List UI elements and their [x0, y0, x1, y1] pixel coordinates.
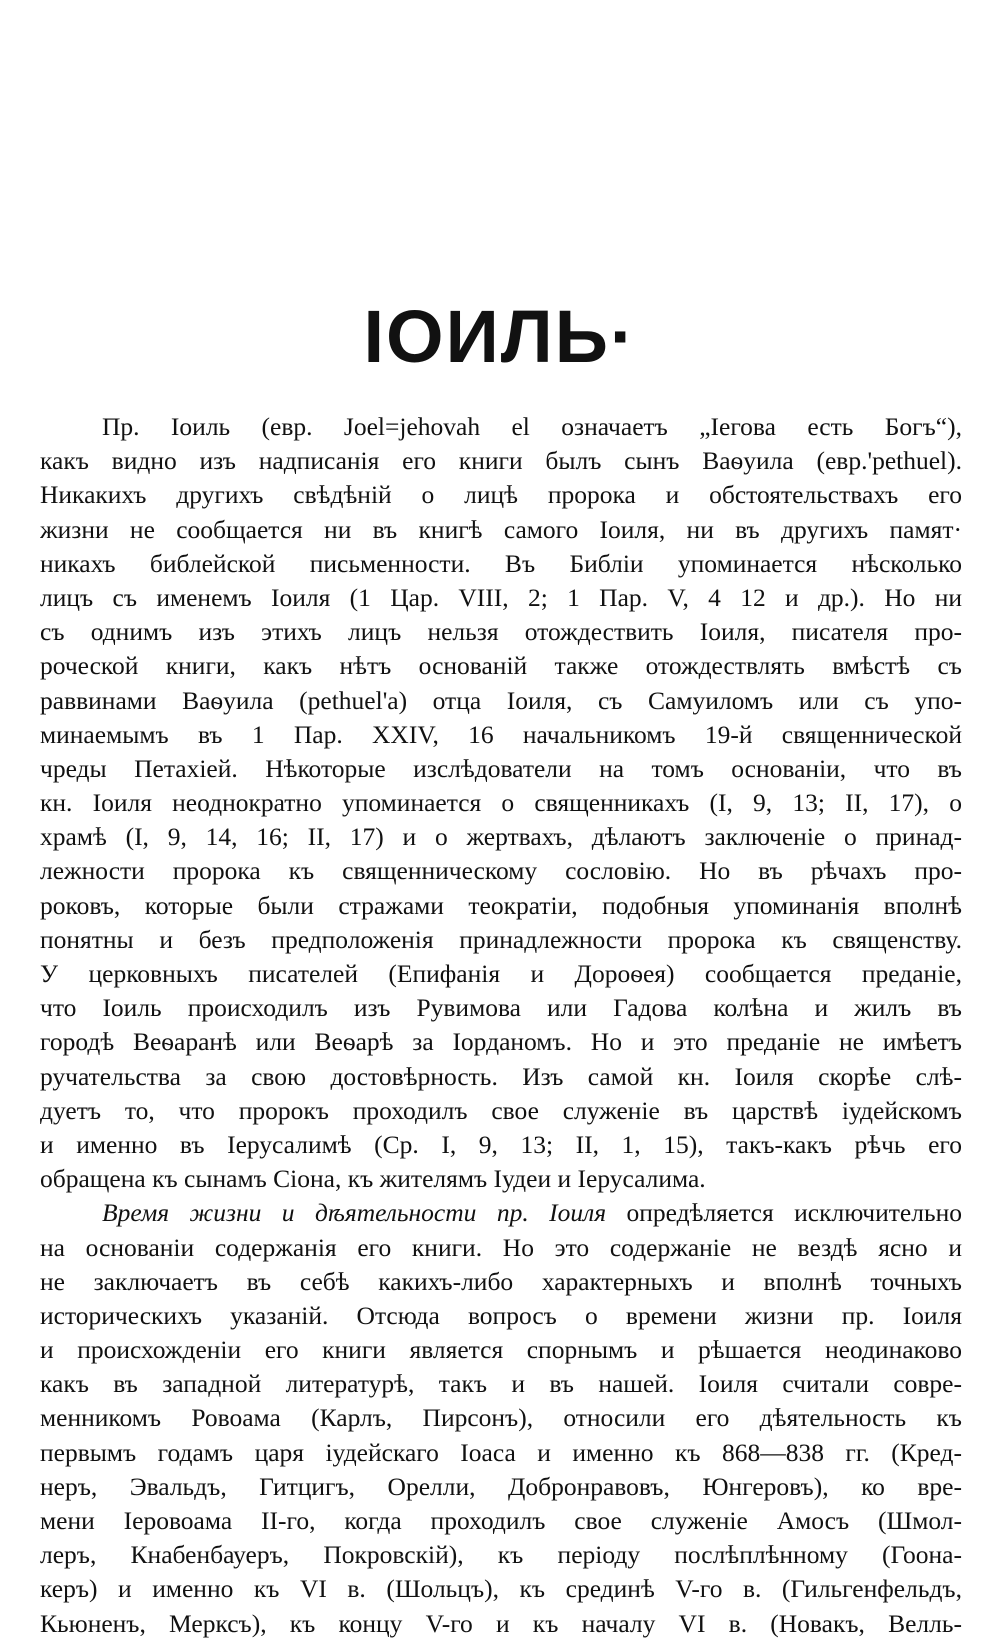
text-line: У церковныхъ писателей (Епифанія и Дороѳея) сообщается преданіе,: [40, 959, 962, 988]
text-line: на основаніи содержанія его книги. Но это содержаніе не вездѣ ясно и: [40, 1232, 962, 1262]
text-line: жизни не сообщается ни въ книгѣ самого Іоиля, ни въ другихъ памят·: [40, 514, 962, 544]
text-line: мени Іеровоама II-го, когда проходилъ свое служеніе Амосъ (Шмол-: [40, 1506, 962, 1535]
text-line: дуетъ то, что пророкъ проходилъ свое служеніе въ царствѣ іудейскомъ: [40, 1095, 962, 1125]
text-line: обращена къ сынамъ Сіона, къ жителямъ Іудеи и Іерусалима.: [40, 1164, 706, 1194]
text-line: менникомъ Ровоама (Карлъ, Пирсонъ), относили его дѣятельность къ: [40, 1403, 962, 1433]
text-line: и именно въ Іерусалимѣ (Ср. I, 9, 13; II, 1, 15), такъ-какъ рѣчь его: [40, 1129, 962, 1159]
text-line: керъ) и именно къ VI в. (Шольцъ), къ срединѣ V-го в. (Гильгенфельдъ,: [40, 1574, 962, 1604]
text-line: ручательства за свою достовѣрность. Изъ самой кн. Іоиля скорѣе слѣ-: [40, 1061, 962, 1091]
text-line: минаемымъ въ 1 Пар. XXIV, 16 начальникомъ 19-й священнической: [40, 719, 962, 749]
text-line: роковъ, которые были стражами теократіи, подобныя упоминанія вполнѣ: [40, 890, 962, 920]
text-line: роческой книги, какъ нѣтъ основаній также отождествлять вмѣстѣ съ: [40, 651, 962, 681]
text-line: городѣ Веѳаранѣ или Веѳарѣ за Іорданомъ. Но и это преданіе не имѣетъ: [40, 1027, 962, 1057]
lead-rest: опредѣляется исключительно: [606, 1198, 962, 1228]
text-line: раввинами Ваѳуила (pethuel'a) отца Іоиля, съ Самуиломъ или съ упо-: [40, 685, 962, 715]
text-line: Кьюненъ, Мерксъ), къ концу V-го и къ началу VI в. (Новакъ, Велль-: [40, 1608, 962, 1638]
text-line: первымъ годамъ царя іудейскаго Іоаса и именно къ 868—838 гг. (Кред-: [40, 1437, 962, 1467]
text-line: лежности пророка къ священническому сословію. Но въ рѣчахъ про-: [40, 856, 962, 886]
text-line: какъ видно изъ надписанія его книги былъ сынъ Ваѳуила (евр.'pethuel).: [40, 446, 962, 476]
text-line: съ однимъ изъ этихъ лицъ нельзя отождествить Іоиля, писателя про-: [40, 617, 962, 647]
text-line: леръ, Кнабенбауеръ, Покровскій), къ періоду послѣплѣнному (Гоона-: [40, 1540, 962, 1570]
text-line: и происхожденіи его книги является спорнымъ и рѣшается неодинаково: [40, 1335, 962, 1365]
italic-lead: Время жизни и дѣятельности пр. Іоиля: [102, 1198, 607, 1228]
text-line: чреды Петахіей. Нѣкоторые изслѣдователи на томъ основаніи, что въ: [40, 753, 962, 783]
text-line: [40, 1196, 962, 1230]
text-line: неръ, Эвальдъ, Гитцигъ, Орелли, Добронравовъ, Юнгеровъ), ко вре-: [40, 1471, 962, 1501]
text-line: лицъ съ именемъ Іоиля (1 Цар. VIII, 2; 1 Пар. V, 4 12 и др.). Но ни: [40, 582, 962, 612]
page-title: IОИЛЬ·: [363, 295, 637, 378]
text-line: не заключаетъ въ себѣ какихъ-либо характерныхъ и вполнѣ точныхъ: [40, 1266, 962, 1296]
text-line: что Іоиль происходилъ изъ Рувимова или Гадова колѣна и жилъ въ: [40, 993, 962, 1023]
text-line: кн. Іоиля неоднократно упоминается о священникахъ (I, 9, 13; II, 17), о: [40, 788, 962, 818]
text-line: Пр. Іоиль (евр. Joel=jehovah el означаетъ „Іегова есть Богъ“),: [102, 412, 962, 441]
text-line: какъ въ западной литературѣ, такъ и въ нашей. Іоиля считали совре-: [40, 1369, 962, 1399]
text-line: Никакихъ другихъ свѣдѣній о лицѣ пророка и обстоятельствахъ его: [40, 480, 962, 510]
text-line: понятны и безъ предположенія принадлежности пророка къ священству.: [40, 924, 962, 954]
body-text: [40, 410, 962, 1641]
text-line: никахъ библейской письменности. Въ Библіи упоминается нѣсколько: [40, 548, 962, 578]
text-line: храмѣ (I, 9, 14, 16; II, 17) и о жертвахъ, дѣлаютъ заключеніе о принад-: [40, 822, 962, 852]
text-line: историческихъ указаній. Отсюда вопросъ о времени жизни пр. Іоиля: [40, 1300, 962, 1330]
